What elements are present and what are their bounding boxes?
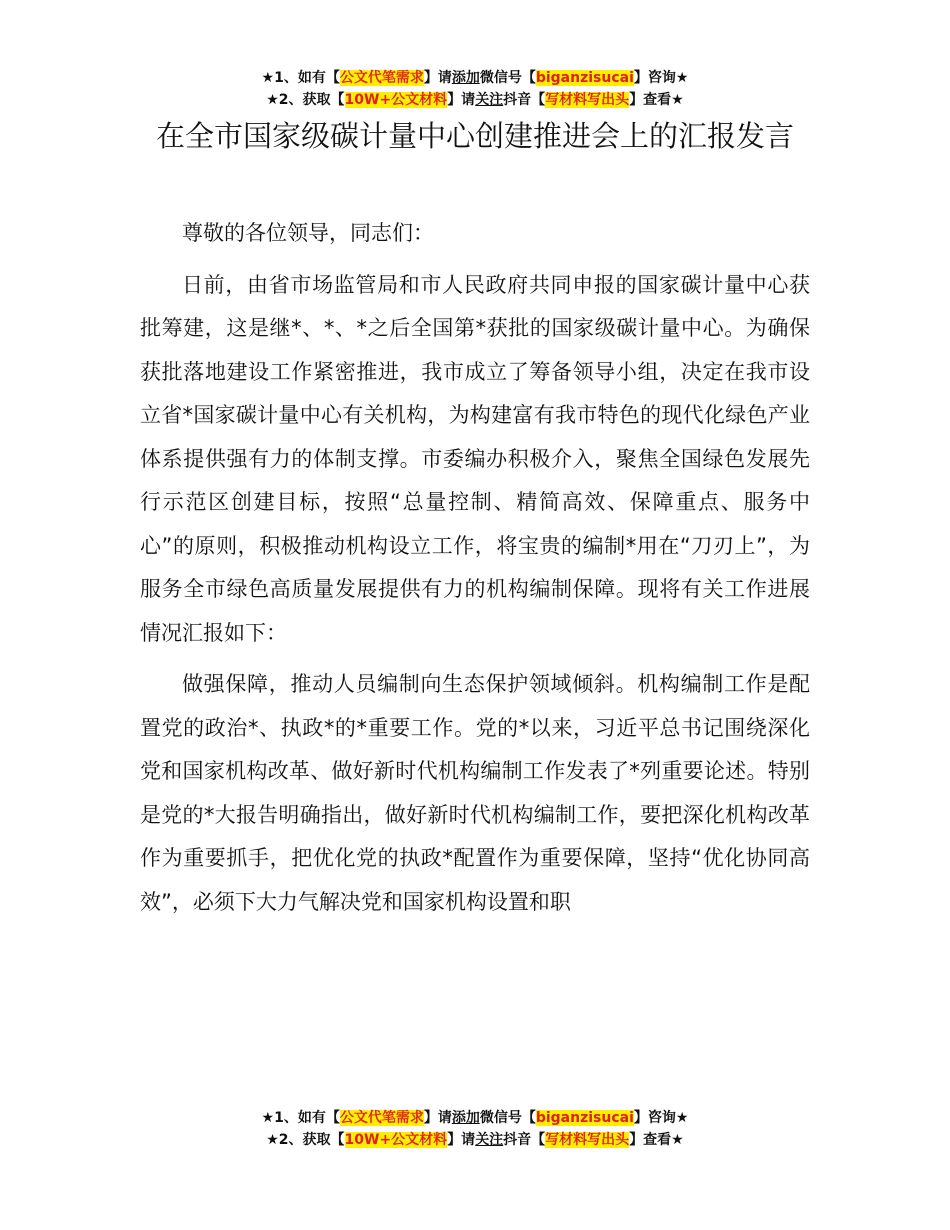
banner-line-2 [0,89,950,111]
banner-highlight: biganzisucai [535,70,634,86]
banner-emphasis: 添加 [451,70,480,86]
banner-text: 抖音【 [503,92,546,108]
banner-highlight: biganzisucai [535,1110,634,1126]
page-title: 在全市国家级碳计量中心创建推进会上的汇报发言 [155,119,794,153]
banner-text: 】查看★ [629,92,684,108]
banner-emphasis: 关注 [475,92,504,108]
banner-highlight: 写材料写出头 [545,92,630,108]
paragraph: 做强保障，推动人员编制向生态保护领域倾斜。机构编制工作是配置党的政治*、执政*的*重要工作。党的*以来，习近平总书记围绕深化党和国家机构改革、做好新时代机构编制工作发表了*列重要论述。特别是党的*大报告明确指出，做好新时代机构编制工作，要把深化机构改革作为重要抓手，把优化党的执政*配置作为重要保障，坚持“优化协同高效”，必须下大力气解决党和国家机构设置和职 [140,672,810,914]
banner-text: ★2、获取【 [266,1132,345,1148]
banner-line-2 [0,1129,950,1151]
banner-text: 抖音【 [503,1132,546,1148]
banner-text: 】请 [423,70,452,86]
banner-highlight: 写材料写出头 [545,1132,630,1148]
paragraph: 日前，由省市场监管局和市人民政府共同申报的国家碳计量中心获批筹建，这是继*、*、*之后全国第*获批的国家级碳计量中心。为确保获批落地建设工作紧密推进，我市成立了筹备领导小组，决定在我市设立省*国家碳计量中心有关机构，为构建富有我市特色的现代化绿色产业体系提供强有力的体制支撑。市委编办积极介入，聚焦全国绿色发展先行示范区创建目标，按照“总量控制、精简高效、保障重点、服务中心”的原则，积极推动机构设立工作，将宝贵的编制*用在“刀刃上”，为服务全市绿色高质量发展提供有力的机构编制保障。现将有关工作进展情况汇报如下： [140,272,810,645]
banner-highlight: 公文代笔需求 [339,1110,424,1126]
banner-emphasis: 关注 [475,1132,504,1148]
banner-highlight: 公文代笔需求 [339,70,424,86]
banner-line-1 [0,67,950,89]
banner-text: 】咨询★ [633,70,689,86]
banner-text: ★1、如有【 [261,70,340,86]
bottom-banner [0,1107,950,1151]
document-body [140,212,810,932]
banner-text: 微信号【 [479,1110,536,1126]
banner-line-1 [0,1107,950,1129]
banner-highlight: 10W+公文材料 [344,1132,448,1148]
banner-text: ★2、获取【 [266,92,345,108]
banner-emphasis: 添加 [451,1110,480,1126]
banner-text: ★1、如有【 [261,1110,340,1126]
banner-text: 】请 [423,1110,452,1126]
banner-text: 】请 [447,1132,476,1148]
banner-text: 】查看★ [629,1132,684,1148]
top-banner [0,67,950,111]
banner-text: 】请 [447,92,476,108]
banner-highlight: 10W+公文材料 [344,92,448,108]
banner-text: 微信号【 [479,70,536,86]
banner-text: 】咨询★ [633,1110,689,1126]
salutation: 尊敬的各位领导，同志们： [182,221,434,245]
